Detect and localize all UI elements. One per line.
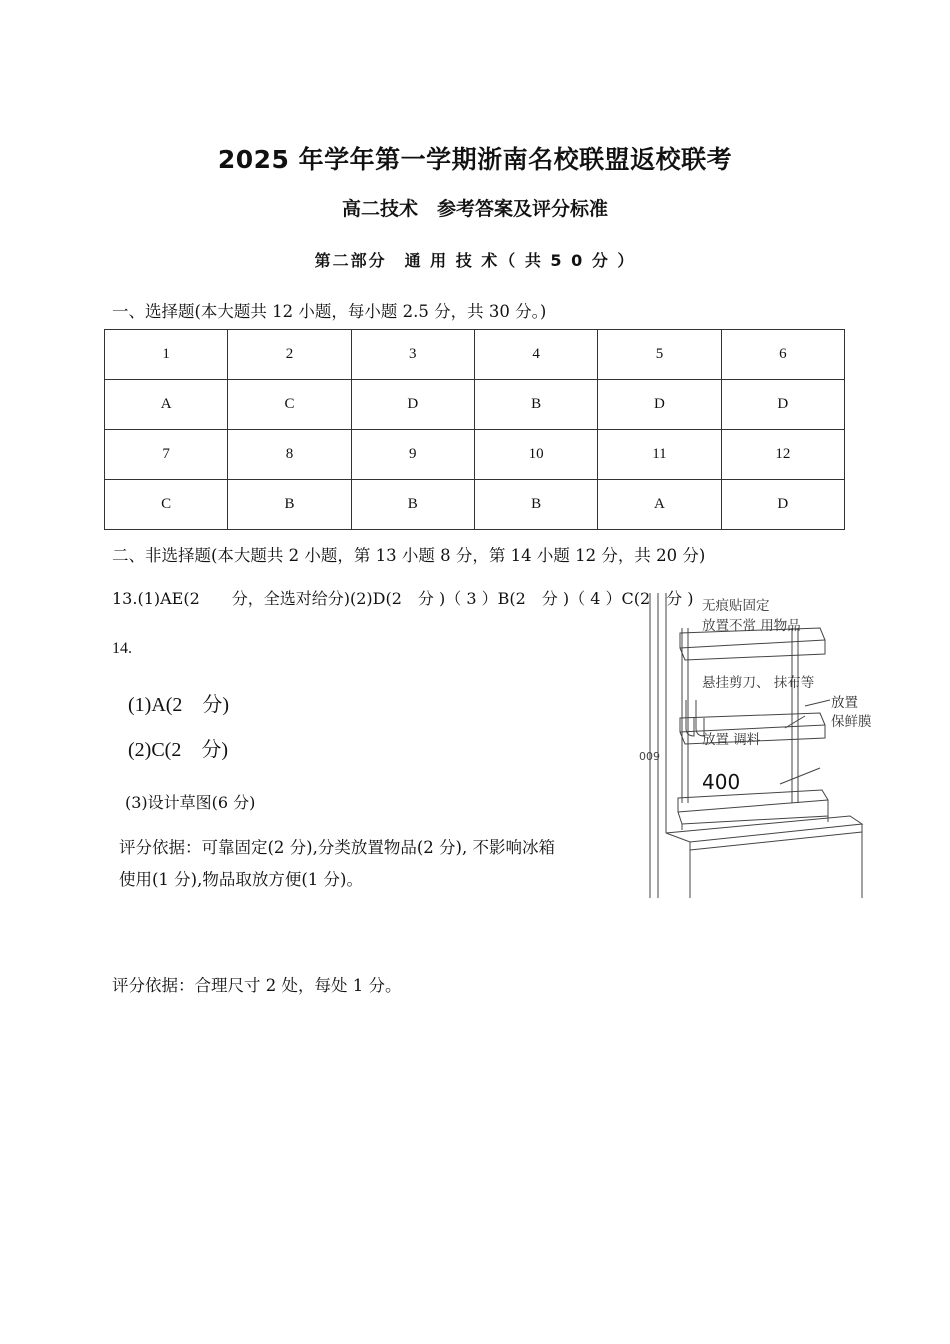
- table-row: [105, 430, 845, 480]
- section-heading: 第二部分 通 用 技 术（ 共 5 0 分 ）: [314, 251, 636, 270]
- table-row: [105, 330, 845, 380]
- table-cell: C: [105, 480, 228, 530]
- table-cell: 1: [105, 330, 228, 380]
- table-cell: A: [598, 480, 721, 530]
- table-cell: 6: [721, 330, 844, 380]
- table-cell: B: [474, 380, 597, 430]
- table-cell: 4: [474, 330, 597, 380]
- label-hang: 悬挂剪刀、 抹布等: [702, 675, 815, 691]
- table-cell: C: [228, 380, 351, 430]
- table-cell: 8: [228, 430, 351, 480]
- answer-table: [104, 329, 845, 530]
- q14-part3: (3)设计草图(6 分): [125, 793, 256, 812]
- table-cell: D: [351, 380, 474, 430]
- table-cell: B: [351, 480, 474, 530]
- table-cell: D: [598, 380, 721, 430]
- table-cell: 11: [598, 430, 721, 480]
- table-cell: D: [721, 380, 844, 430]
- table-cell: 7: [105, 430, 228, 480]
- table-cell: 2: [228, 330, 351, 380]
- table-cell: 9: [351, 430, 474, 480]
- table-cell: 3: [351, 330, 474, 380]
- table-cell: 10: [474, 430, 597, 480]
- document-title: 2025 年学年第一学期浙南名校联盟返校联考: [217, 145, 733, 174]
- table-row: [105, 480, 845, 530]
- nonmcq-heading: 二、非选择题(本大题共 2 小题，第 13 小题 8 分，第 14 小题 12 分，共 20 分): [112, 546, 706, 565]
- dim-width: 400: [702, 770, 741, 794]
- q14-part1: (1)A(2 分): [128, 694, 230, 716]
- label-items: 放置不常 用物品: [702, 618, 801, 634]
- q14-label: 14.: [112, 640, 132, 657]
- q13-answer: 13.(1)AE(2 分，全选对给分)(2)D(2 分 )（ 3 ）B(2 分 )（ 4 ）C(2 分 ): [112, 589, 694, 608]
- table-cell: A: [105, 380, 228, 430]
- scoring-basis-sketch: 评分依据：可靠固定(2 分),分类放置物品(2 分), 不影响冰箱使用(1 分),物品取放方便(1 分)。: [119, 838, 555, 889]
- table-row: [105, 380, 845, 430]
- label-fix: 无痕贴固定: [702, 598, 770, 614]
- design-sketch: [630, 588, 880, 904]
- dim-height: 600: [639, 749, 660, 762]
- label-film: 保鲜膜: [831, 714, 872, 730]
- table-cell: B: [474, 480, 597, 530]
- label-season: 放置 调料: [702, 732, 761, 748]
- table-cell: B: [228, 480, 351, 530]
- scoring-basis-dimensions: 评分依据：合理尺寸 2 处，每处 1 分。: [112, 976, 402, 995]
- q14-part2: (2)C(2 分): [128, 739, 228, 761]
- mcq-heading: 一、选择题(本大题共 12 小题，每小题 2.5 分，共 30 分。): [112, 302, 547, 321]
- label-place: 放置: [831, 695, 858, 711]
- document-subtitle: 高二技术 参考答案及评分标准: [341, 198, 608, 220]
- table-cell: D: [721, 480, 844, 530]
- table-cell: 5: [598, 330, 721, 380]
- table-cell: 12: [721, 430, 844, 480]
